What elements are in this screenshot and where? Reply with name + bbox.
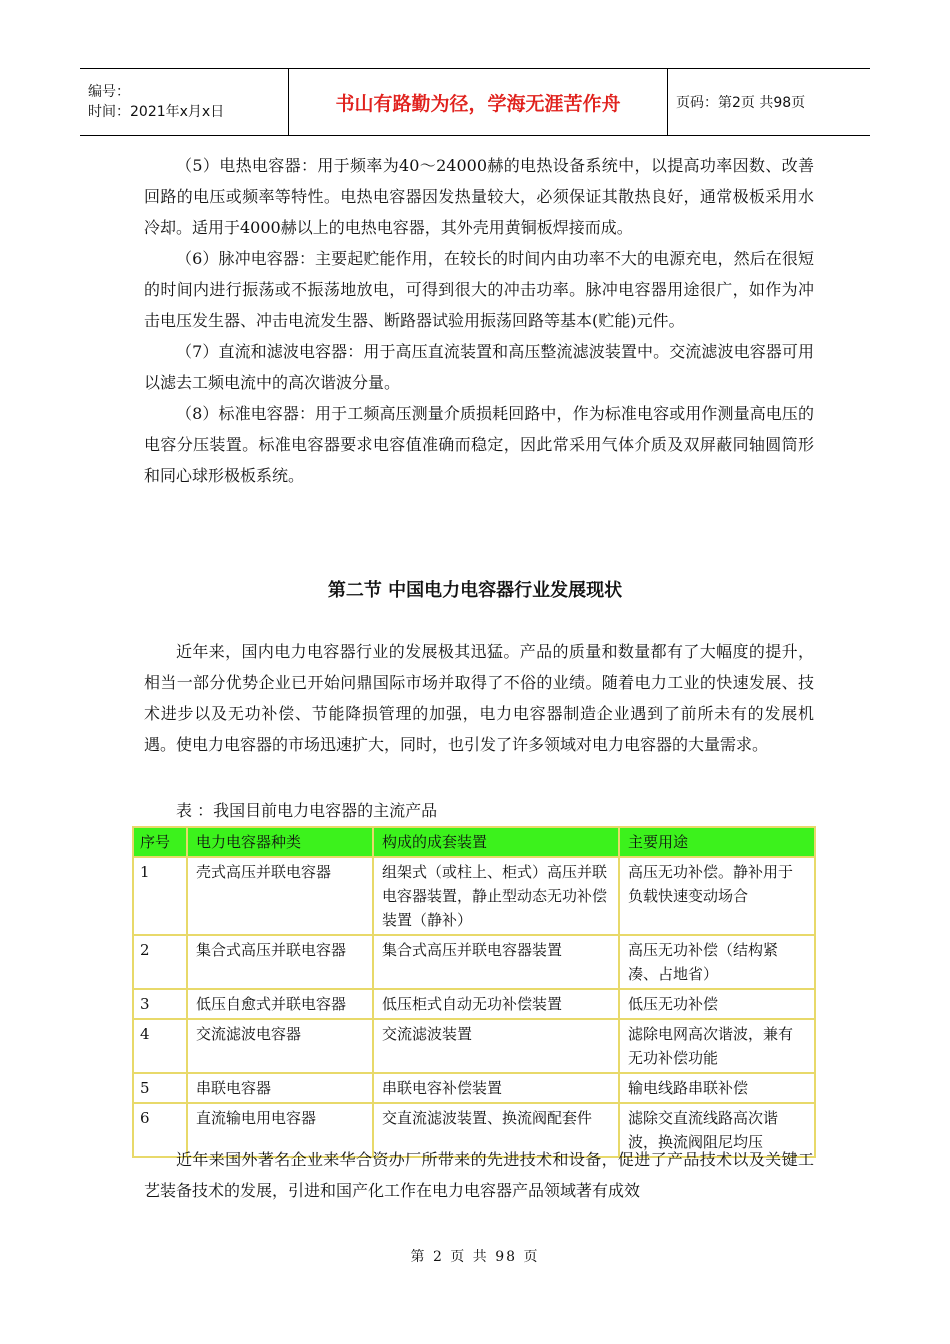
table-cell: 3 xyxy=(133,989,187,1019)
table-cell: 2 xyxy=(133,935,187,989)
paragraph-pulse: （6）脉冲电容器：主要起贮能作用，在较长的时间内由功率不大的电源充电，然后在很短的时间内进行振荡或不振荡地放电，可得到很大的冲击功率。脉冲电容器用途很广，如作为冲击电压发生器、冲击电流发生器、断路器试验用振荡回路等基本(贮能)元件。 xyxy=(144,249,814,330)
table-cell: 直流输电用电容器 xyxy=(187,1103,373,1157)
table-cell: 4 xyxy=(133,1019,187,1073)
table-cell: 交直流滤波装置、换流阀配套件 xyxy=(373,1103,619,1157)
body-text-top xyxy=(144,150,814,491)
table-cell: 6 xyxy=(133,1103,187,1157)
page-footer: 第 2 页 共 98 页 xyxy=(410,1249,540,1265)
paragraph-dc-filter: （7）直流和滤波电容器：用于高压直流装置和高压整流滤波装置中。交流滤波电容器可用以滤去工频电流中的高次谐波分量。 xyxy=(144,342,814,392)
table-cell: 输电线路串联补偿 xyxy=(619,1073,815,1103)
document-date: 时间：2021年x月x日 xyxy=(88,104,225,120)
table-header-row xyxy=(133,827,815,857)
table-cell: 滤除电网高次谐波，兼有无功补偿功能 xyxy=(619,1019,815,1073)
table-cell: 1 xyxy=(133,857,187,935)
table-cell: 集合式高压并联电容器 xyxy=(187,935,373,989)
table-cell: 低压无功补偿 xyxy=(619,989,815,1019)
table-cell: 5 xyxy=(133,1073,187,1103)
column-header: 主要用途 xyxy=(619,827,815,857)
table-cell: 滤除交直流线路高次谐波，换流阀阻尼均压 xyxy=(619,1103,815,1157)
table-cell: 壳式高压并联电容器 xyxy=(187,857,373,935)
header-meta xyxy=(80,69,289,136)
products-table xyxy=(132,826,816,1158)
table-row xyxy=(133,989,815,1019)
table-row xyxy=(133,1073,815,1103)
table-row xyxy=(133,935,815,989)
table-cell: 高压无功补偿（结构紧凑、占地省） xyxy=(619,935,815,989)
paragraph-standard: （8）标准电容器：用于工频高压测量介质损耗回路中，作为标准电容或用作测量高电压的电容分压装置。标准电容器要求电容值准确而稳定，因此常采用气体介质及双屏蔽同轴圆筒形和同心球形极板系统。 xyxy=(144,404,814,485)
column-header: 构成的成套装置 xyxy=(373,827,619,857)
column-header: 电力电容器种类 xyxy=(187,827,373,857)
table-cell: 集合式高压并联电容器装置 xyxy=(373,935,619,989)
table-cell: 组架式（或柱上、柜式）高压并联电容器装置，静止型动态无功补偿装置（静补） xyxy=(373,857,619,935)
paragraph-foreign-investment: 近年来国外著名企业来华合资办厂所带来的先进技术和设备，促进了产品技术以及关键工艺装备技术的发展，引进和国产化工作在电力电容器产品领域著有成效 xyxy=(144,1150,814,1200)
document-number: 编号： xyxy=(88,84,130,100)
column-header: 序号 xyxy=(133,827,187,857)
table-cell: 串联电容补偿装置 xyxy=(373,1073,619,1103)
table-cell: 交流滤波电容器 xyxy=(187,1019,373,1073)
page-header xyxy=(80,68,870,136)
section-title: 第二节 中国电力电容器行业发展现状 xyxy=(327,580,623,601)
body-text-mid xyxy=(144,636,814,760)
body-text-bottom xyxy=(144,1144,814,1206)
header-motto: 书山有路勤为径，学海无涯苦作舟 xyxy=(289,69,668,136)
table-cell: 低压柜式自动无功补偿装置 xyxy=(373,989,619,1019)
paragraph-industry-status: 近年来，国内电力电容器行业的发展极其迅猛。产品的质量和数量都有了大幅度的提升，相当一部分优势企业已开始问鼎国际市场并取得了不俗的业绩。随着电力工业的快速发展、技术进步以及无功补偿、节能降损管理的加强，电力电容器制造企业遇到了前所未有的发展机遇。使电力电容器的市场迅速扩大，同时，也引发了许多领域对电力电容器的大量需求。 xyxy=(144,642,814,754)
table-cell: 高压无功补偿。静补用于负载快速变动场合 xyxy=(619,857,815,935)
header-page-number: 页码：第2页 共98页 xyxy=(676,95,806,111)
table-cell: 交流滤波装置 xyxy=(373,1019,619,1073)
table-cell: 串联电容器 xyxy=(187,1073,373,1103)
table-row xyxy=(133,857,815,935)
table-cell: 低压自愈式并联电容器 xyxy=(187,989,373,1019)
table-caption: 表 ：我国目前电力电容器的主流产品 xyxy=(176,801,438,820)
table-row xyxy=(133,1019,815,1073)
paragraph-electrothermal: （5）电热电容器：用于频率为40～24000赫的电热设备系统中，以提高功率因数、改善回路的电压或频率等特性。电热电容器因发热量较大，必须保证其散热良好，通常极板采用水冷却。适用于4000赫以上的电热电容器，其外壳用黄铜板焊接而成。 xyxy=(144,156,814,237)
